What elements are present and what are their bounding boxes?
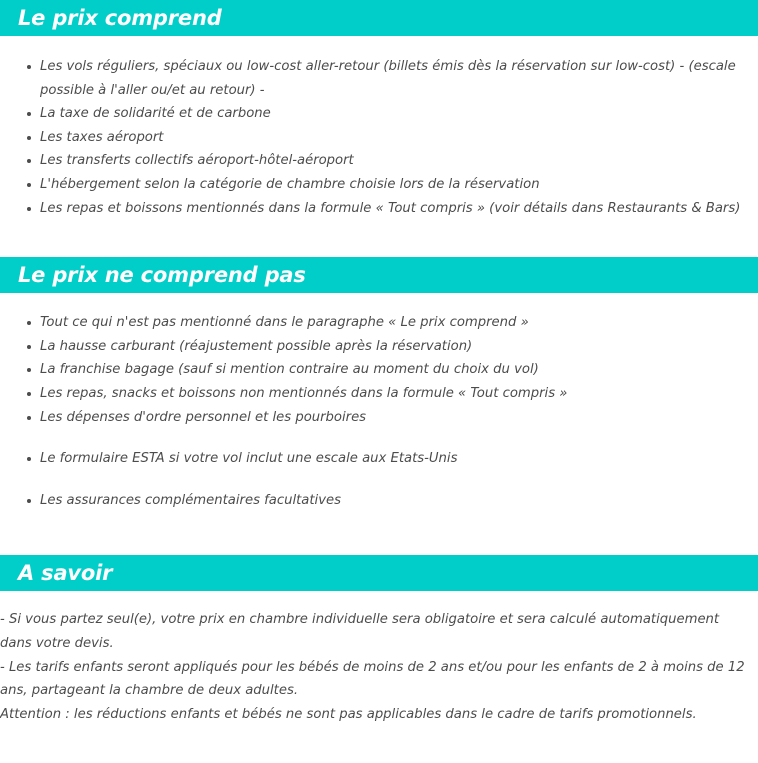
list-item: Le formulaire ESTA si votre vol inclut une escale aux Etats-Unis [0,447,758,471]
list-item: L'hébergement selon la catégorie de chambre choisie lors de la réservation [0,173,758,197]
list-item: Les repas et boissons mentionnés dans la formule « Tout compris » (voir détails dans Restaurants & Bars) [0,197,758,221]
note-paragraph: - Si vous partez seul(e), votre prix en chambre individuelle sera obligatoire et sera calculé automatiquement dans votre devis. [0,612,720,651]
list-item: Tout ce qui n'est pas mentionné dans le paragraphe « Le prix comprend » [0,311,758,335]
list-item: Les dépenses d'ordre personnel et les pourboires [0,406,758,430]
section-header-prix-ne-comprend-pas [0,257,758,293]
list-item: Les repas, snacks et boissons non mentionnés dans la formule « Tout compris » [0,382,758,406]
included-list [0,55,758,220]
section-spacer [0,220,758,257]
list-item: Les transferts collectifs aéroport-hôtel-aéroport [0,149,758,173]
note-paragraph: - Les tarifs enfants seront appliqués pour les bébés de moins de 2 ans et/ou pour les enfants de 2 à moins de 12 ans, partageant la chambre de deux adultes. [0,659,745,699]
section-spacer [0,512,758,555]
section-header-prix-comprend [0,0,758,36]
list-item: Les vols réguliers, spéciaux ou low-cost aller-retour (billets émis dès la réservation sur low-cost) - (escale possible à l'aller ou/et au retour) - [0,55,758,102]
list-item: La franchise bagage (sauf si mention contraire au moment du choix du vol) [0,358,758,382]
section-title: Le prix ne comprend pas [18,262,306,287]
section-body-a-savoir [0,591,758,726]
note-paragraph: Attention : les réductions enfants et bébés ne sont pas applicables dans le cadre de tarifs promotionnels. [0,706,697,722]
section-body-prix-ne-comprend-pas [0,293,758,512]
list-item: Les taxes aéroport [0,126,758,150]
section-title: Le prix comprend [18,5,222,30]
list-item: La taxe de solidarité et de carbone [0,102,758,126]
section-header-a-savoir [0,555,758,591]
section-title: A savoir [18,560,113,585]
section-body-prix-comprend [0,36,758,220]
list-item: Les assurances complémentaires facultatives [0,489,758,513]
excluded-list [0,311,758,512]
list-item: La hausse carburant (réajustement possible après la réservation) [0,335,758,359]
